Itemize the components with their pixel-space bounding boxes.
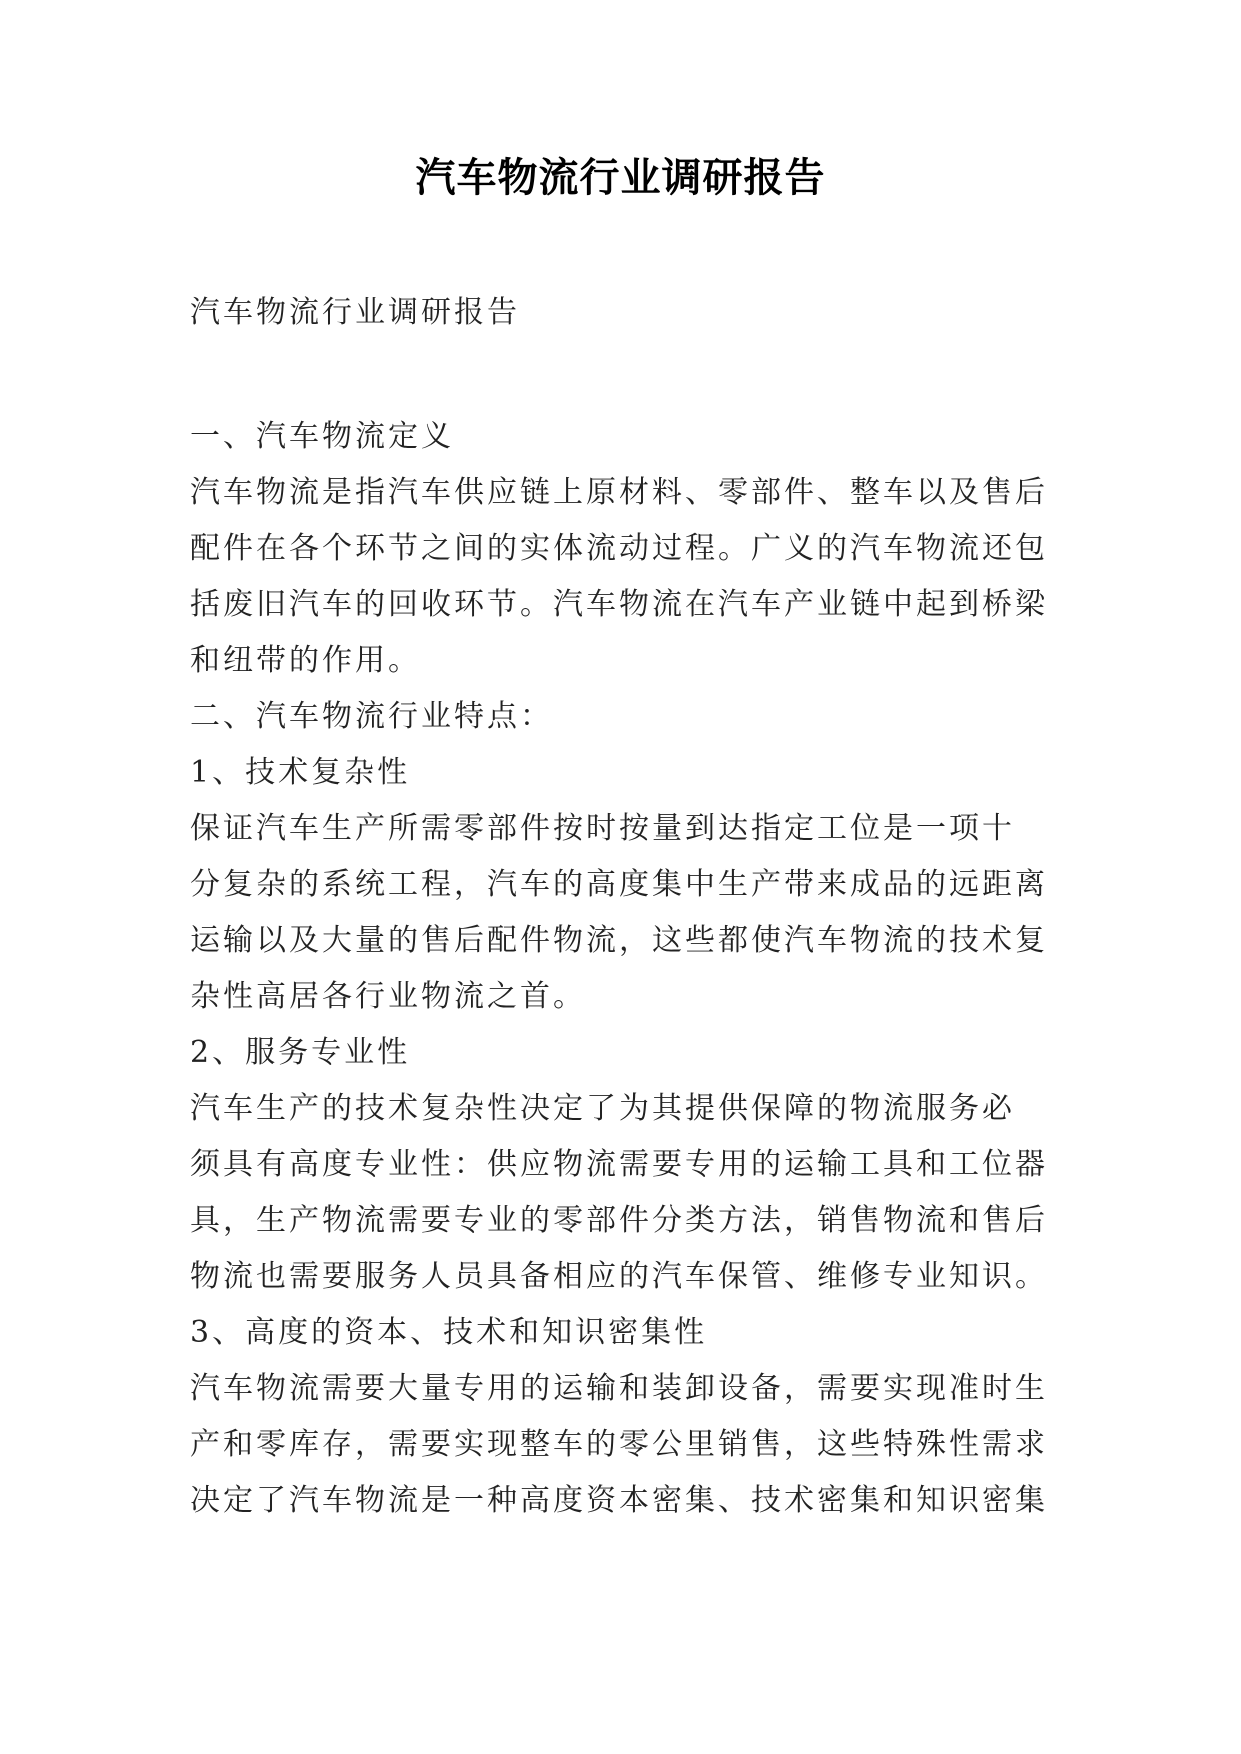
paragraph-line: 汽车物流是指汽车供应链上原材料、零部件、整车以及售后 bbox=[190, 475, 1048, 510]
paragraph-line: 运输以及大量的售后配件物流，这些都使汽车物流的技术复 bbox=[190, 923, 1048, 958]
paragraph-line: 杂性高居各行业物流之首。 bbox=[190, 979, 586, 1014]
paragraph-line: 物流也需要服务人员具备相应的汽车保管、维修专业知识。 bbox=[190, 1259, 1048, 1294]
document-body bbox=[190, 285, 1070, 1529]
paragraph-line: 汽车物流需要大量专用的运输和装卸设备，需要实现准时生 bbox=[190, 1371, 1048, 1406]
section-heading-features: 二、汽车物流行业特点： bbox=[190, 699, 553, 734]
paragraph-line: 具，生产物流需要专业的零部件分类方法，销售物流和售后 bbox=[190, 1203, 1048, 1238]
paragraph-line: 汽车生产的技术复杂性决定了为其提供保障的物流服务必 bbox=[190, 1091, 1015, 1126]
paragraph-line: 配件在各个环节之间的实体流动过程。广义的汽车物流还包 bbox=[190, 531, 1048, 566]
paragraph-line: 决定了汽车物流是一种高度资本密集、技术密集和知识密集 bbox=[190, 1483, 1048, 1518]
blank-line bbox=[190, 341, 1070, 409]
paragraph-line: 产和零库存，需要实现整车的零公里销售，这些特殊性需求 bbox=[190, 1427, 1048, 1462]
subheading-capital-intensity: 3、高度的资本、技术和知识密集性 bbox=[190, 1315, 708, 1350]
paragraph-line: 括废旧汽车的回收环节。汽车物流在汽车产业链中起到桥梁 bbox=[190, 587, 1048, 622]
section-heading-definition: 一、汽车物流定义 bbox=[190, 419, 454, 454]
subheading-technical-complexity: 1、技术复杂性 bbox=[190, 755, 411, 790]
paragraph-line: 分复杂的系统工程，汽车的高度集中生产带来成品的远距离 bbox=[190, 867, 1048, 902]
document-title: 汽车物流行业调研报告 bbox=[415, 154, 826, 201]
subheading-service-professionalism: 2、服务专业性 bbox=[190, 1035, 411, 1070]
subtitle-line: 汽车物流行业调研报告 bbox=[190, 295, 520, 330]
paragraph-line: 和纽带的作用。 bbox=[190, 643, 421, 678]
paragraph-line: 保证汽车生产所需零部件按时按量到达指定工位是一项十 bbox=[190, 811, 1015, 846]
paragraph-line: 须具有高度专业性：供应物流需要专用的运输工具和工位器 bbox=[190, 1147, 1048, 1182]
